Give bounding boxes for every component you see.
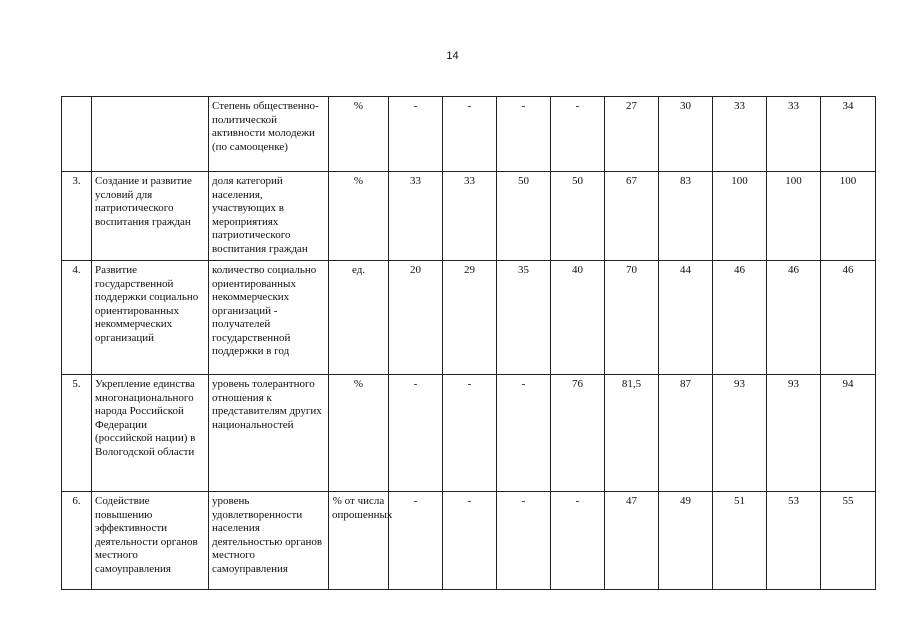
table-row (62, 375, 876, 492)
goal-cell: Содействие повышению эффективности деятельности органов местного самоуправления (92, 492, 209, 590)
value-cell: 93 (713, 375, 767, 492)
value-cell: 46 (767, 261, 821, 375)
unit-cell: % (329, 375, 389, 492)
value-cell: 44 (659, 261, 713, 375)
unit-cell: % (329, 172, 389, 261)
value-cell: 33 (443, 172, 497, 261)
value-cell: 100 (713, 172, 767, 261)
unit-cell: % от числа опрошенных (329, 492, 389, 590)
value-cell: 29 (443, 261, 497, 375)
value-cell: 35 (497, 261, 551, 375)
indicator-cell: уровень удовлетворенности населения деятельностью органов местного самоуправления (209, 492, 329, 590)
value-cell: 33 (713, 97, 767, 172)
value-cell: 70 (605, 261, 659, 375)
value-cell: - (443, 375, 497, 492)
indicator-cell: Степень общественно-политической активности молодежи (по самооценке) (209, 97, 329, 172)
value-cell: 30 (659, 97, 713, 172)
value-cell: - (443, 97, 497, 172)
value-cell: - (497, 97, 551, 172)
row-number-cell: 6. (62, 492, 92, 590)
value-cell: 93 (767, 375, 821, 492)
unit-cell: % (329, 97, 389, 172)
value-cell: - (389, 375, 443, 492)
row-number-cell (62, 97, 92, 172)
value-cell: 40 (551, 261, 605, 375)
value-cell: 51 (713, 492, 767, 590)
value-cell: 76 (551, 375, 605, 492)
value-cell: 55 (821, 492, 876, 590)
value-cell: 53 (767, 492, 821, 590)
value-cell: - (443, 492, 497, 590)
table-row (62, 97, 876, 172)
value-cell: - (389, 97, 443, 172)
value-cell: 50 (497, 172, 551, 261)
value-cell: 33 (767, 97, 821, 172)
row-number-cell: 5. (62, 375, 92, 492)
goal-cell: Создание и развитие условий для патриотического воспитания граждан (92, 172, 209, 261)
goal-cell: Укрепление единства многонационального народа Российской Федерации (российской нации) в Вологодской области (92, 375, 209, 492)
value-cell: - (497, 492, 551, 590)
indicator-cell: уровень толерантного отношения к представителям других национальностей (209, 375, 329, 492)
unit-cell: ед. (329, 261, 389, 375)
value-cell: 81,5 (605, 375, 659, 492)
value-cell: 83 (659, 172, 713, 261)
value-cell: 20 (389, 261, 443, 375)
indicators-table (61, 96, 876, 590)
value-cell: 87 (659, 375, 713, 492)
value-cell: - (551, 492, 605, 590)
value-cell: 100 (821, 172, 876, 261)
row-number-cell: 4. (62, 261, 92, 375)
indicator-cell: количество социально ориентированных некоммерческих организаций - получателей государственной поддержки в год (209, 261, 329, 375)
goal-cell: Развитие государственной поддержки социально ориентированных некоммерческих организаций (92, 261, 209, 375)
value-cell: 34 (821, 97, 876, 172)
value-cell: 33 (389, 172, 443, 261)
indicator-cell: доля категорий населения, участвующих в мероприятиях патриотического воспитания граждан (209, 172, 329, 261)
value-cell: - (497, 375, 551, 492)
table-row (62, 492, 876, 590)
value-cell: 49 (659, 492, 713, 590)
value-cell: 67 (605, 172, 659, 261)
value-cell: 46 (713, 261, 767, 375)
row-number-cell: 3. (62, 172, 92, 261)
value-cell: 27 (605, 97, 659, 172)
value-cell: 47 (605, 492, 659, 590)
value-cell: 100 (767, 172, 821, 261)
value-cell: - (551, 97, 605, 172)
table-row (62, 172, 876, 261)
goal-cell (92, 97, 209, 172)
value-cell: 94 (821, 375, 876, 492)
value-cell: 50 (551, 172, 605, 261)
table-row (62, 261, 876, 375)
value-cell: 46 (821, 261, 876, 375)
value-cell: - (389, 492, 443, 590)
page-number: 14 (446, 50, 459, 62)
